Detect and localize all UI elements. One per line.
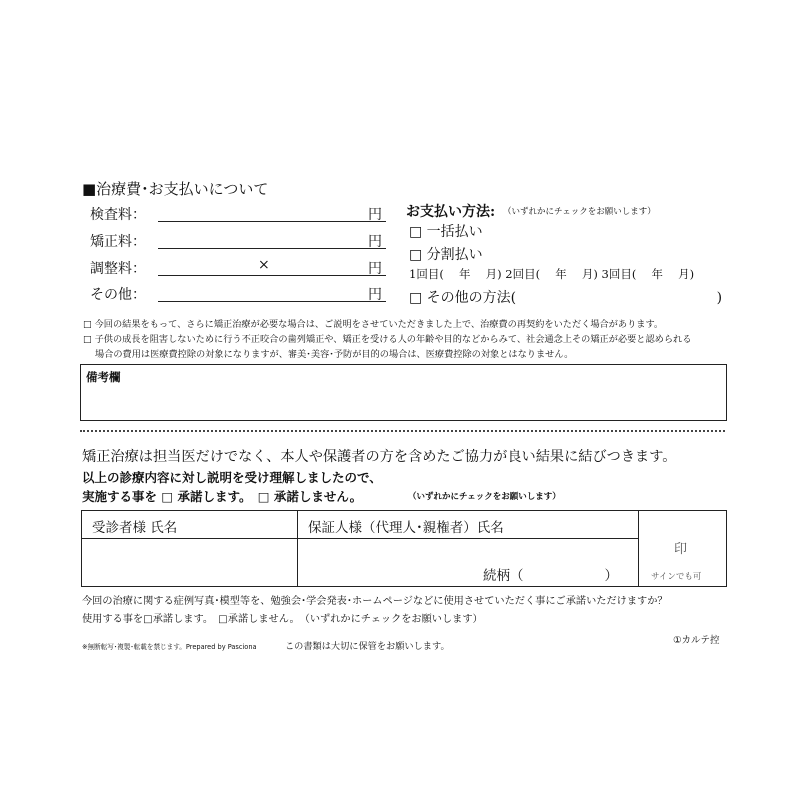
yen-unit: 円 xyxy=(368,287,382,303)
fee-amount-line[interactable] xyxy=(158,301,386,302)
checkbox-installment[interactable]: □ 分割払い xyxy=(409,247,483,263)
checkbox-other-method[interactable]: □ その他の方法( ) xyxy=(409,290,723,306)
yen-unit: 円 xyxy=(368,261,382,277)
dotted-divider xyxy=(80,430,725,432)
payment-note: （いずれかにチェックをお願いします） xyxy=(503,207,656,217)
fee-amount-line[interactable] xyxy=(158,221,386,222)
section-title: ■治療費･お支払いについて xyxy=(82,180,269,198)
fee-label: その他： xyxy=(90,287,146,303)
copy-label: ①カルテ控 xyxy=(673,635,720,646)
multiply-sign: × xyxy=(258,257,270,273)
yen-unit: 円 xyxy=(368,234,382,250)
signature-col-divider xyxy=(638,511,639,586)
remarks-box[interactable] xyxy=(80,364,727,421)
consent-understanding: 以上の診療内容に対し説明を受け理解しましたので、 xyxy=(82,470,382,485)
consent-check-note: （いずれかにチェックをお願いします） xyxy=(408,492,561,502)
fee-label: 検査料： xyxy=(90,207,146,223)
consent-agree-options[interactable]: 実施する事を □ 承諾します。 □ 承諾しません。 xyxy=(82,489,363,504)
photo-consent-question: 今回の治療に関する症例写真･模型等を、勉強会･学会発表･ホームページなどに使用させていただく事にご承諾いただけますか？ xyxy=(82,596,668,607)
checkbox-lump-sum[interactable]: □ 一括払い xyxy=(409,224,483,240)
guarantor-name-label: 保証人様（代理人･親権者）氏名 xyxy=(308,520,504,536)
note-medical-deduction-cont: 場合の費用は医療費控除の対象になりますが、審美･美容･予防が目的の場合は、医療費控除の対象とはなりません。 xyxy=(95,349,574,360)
yen-unit: 円 xyxy=(368,207,382,223)
remarks-label: 備考欄 xyxy=(86,370,121,384)
fee-label: 矯正料： xyxy=(90,234,146,250)
note-recontract: □ 今回の結果をもって、さらに矯正治療が必要な場合は、ご説明をさせていただきました上で、治療費の再契約をいただく場合があります。 xyxy=(83,319,664,330)
seal-mark: 印 xyxy=(674,542,688,557)
patient-name-field[interactable] xyxy=(82,539,297,586)
signature-table xyxy=(81,510,727,587)
sign-ok-note: サインでも可 xyxy=(651,572,702,582)
photo-consent-options[interactable]: 使用する事を□承諾します。 □承諾しません。 （いずれかにチェックをお願いします） xyxy=(82,614,483,625)
installment-schedule: 1回目( 年 月) 2回目( 年 月) 3回目( 年 月) xyxy=(409,267,695,281)
fee-amount-line[interactable] xyxy=(158,248,386,249)
consent-cooperation: 矯正治療は担当医だけでなく、本人や保護者の方を含めたご協力が良い結果に結びつきます。 xyxy=(82,449,677,465)
fee-amount-line[interactable] xyxy=(158,275,386,276)
keep-notice: この書類は大切に保管をお願いします。 xyxy=(285,641,450,652)
relation-label: 続柄（ ） xyxy=(483,568,618,584)
note-medical-deduction: □ 子供の成長を阻害しないために行う不正咬合の歯列矯正や、矯正を受ける人の年齢や目的などからみて、社会通念上その矯正が必要と認められる xyxy=(83,334,692,345)
patient-name-label: 受診者様 氏名 xyxy=(92,520,178,536)
rights-notice: ※無断転写･複製･転載を禁じます。Prepared by Pasciona xyxy=(82,643,257,651)
fee-label: 調整料： xyxy=(90,261,146,277)
payment-title: お支払い方法: xyxy=(406,204,496,220)
